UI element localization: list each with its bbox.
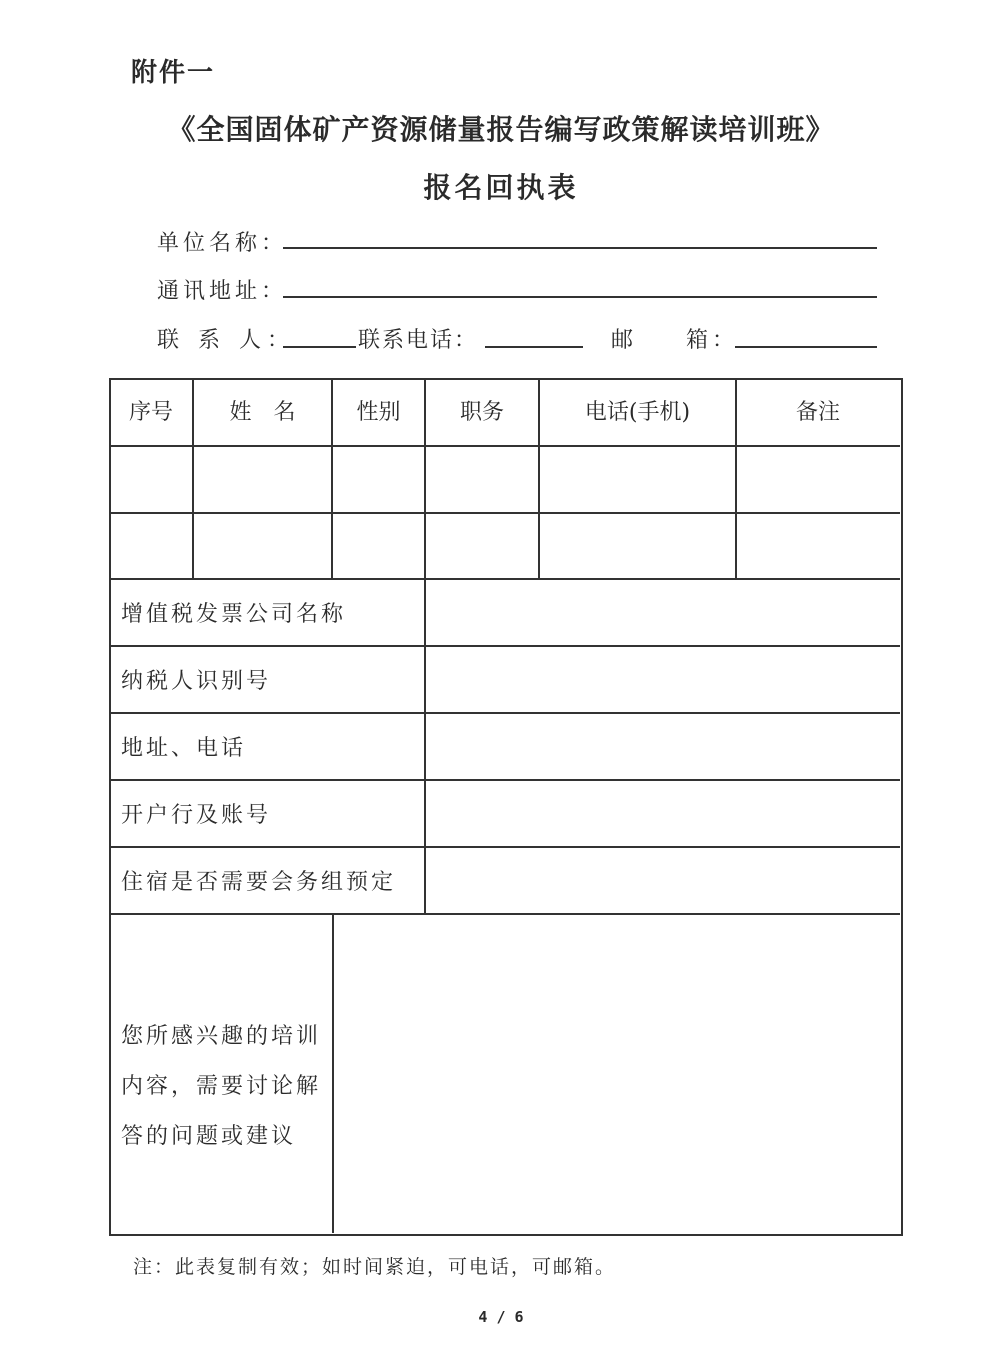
table-cell[interactable] xyxy=(540,514,735,578)
table-cell[interactable] xyxy=(737,447,899,512)
unit-name-label: 单位名称： xyxy=(157,231,288,256)
email-label-part2: 箱： xyxy=(686,328,739,353)
table-cell[interactable] xyxy=(333,514,424,578)
header-phone: 电话(手机) xyxy=(584,400,691,425)
address-label: 通讯地址： xyxy=(157,279,288,304)
address-phone-field[interactable] xyxy=(426,714,899,779)
unit-name-field[interactable] xyxy=(283,247,877,249)
email-field[interactable] xyxy=(735,346,877,348)
bank-account-field[interactable] xyxy=(426,781,899,846)
header-index: 序号 xyxy=(128,400,173,425)
table-cell[interactable] xyxy=(426,514,538,578)
interest-label: 您所感兴趣的培训内容，需要讨论解答的问题或建议 xyxy=(121,1024,322,1149)
address-phone-label: 地址、电话 xyxy=(121,736,247,761)
phone-field[interactable] xyxy=(485,346,583,348)
interest-field[interactable] xyxy=(334,915,899,1233)
address-field[interactable] xyxy=(283,296,877,298)
table-cell[interactable] xyxy=(110,514,192,578)
table-cell[interactable] xyxy=(110,447,192,512)
taxpayer-id-field[interactable] xyxy=(426,647,899,712)
footnote: 注：此表复制有效；如时间紧迫，可电话，可邮箱。 xyxy=(133,1256,617,1278)
page-number: 4 / 6 xyxy=(478,1308,524,1326)
header-position: 职务 xyxy=(459,400,504,425)
table-cell[interactable] xyxy=(333,447,424,512)
phone-label: 联系电话： xyxy=(358,328,479,353)
taxpayer-id-label: 纳税人识别号 xyxy=(121,669,272,694)
document-title: 《全国固体矿产资源储量报告编写政策解读培训班》 xyxy=(167,113,835,146)
document-subtitle: 报名回执表 xyxy=(423,171,579,204)
email-label-part1: 邮 xyxy=(611,328,638,353)
table-cell[interactable] xyxy=(737,514,899,578)
contact-label: 联 系 人： xyxy=(157,328,295,353)
header-remarks: 备注 xyxy=(795,400,840,425)
bank-account-label: 开户行及账号 xyxy=(121,803,272,828)
header-gender: 性别 xyxy=(356,400,401,425)
table-cell[interactable] xyxy=(426,447,538,512)
accommodation-field[interactable] xyxy=(426,848,899,913)
table-cell[interactable] xyxy=(194,514,331,578)
table-cell[interactable] xyxy=(194,447,331,512)
accommodation-label: 住宿是否需要会务组预定 xyxy=(121,870,397,895)
contact-field[interactable] xyxy=(283,346,356,348)
header-name: 姓 名 xyxy=(229,400,296,425)
table-cell[interactable] xyxy=(540,447,735,512)
invoice-company-label: 增值税发票公司名称 xyxy=(121,602,347,627)
invoice-company-field[interactable] xyxy=(426,580,899,645)
attachment-label: 附件一 xyxy=(131,58,216,88)
